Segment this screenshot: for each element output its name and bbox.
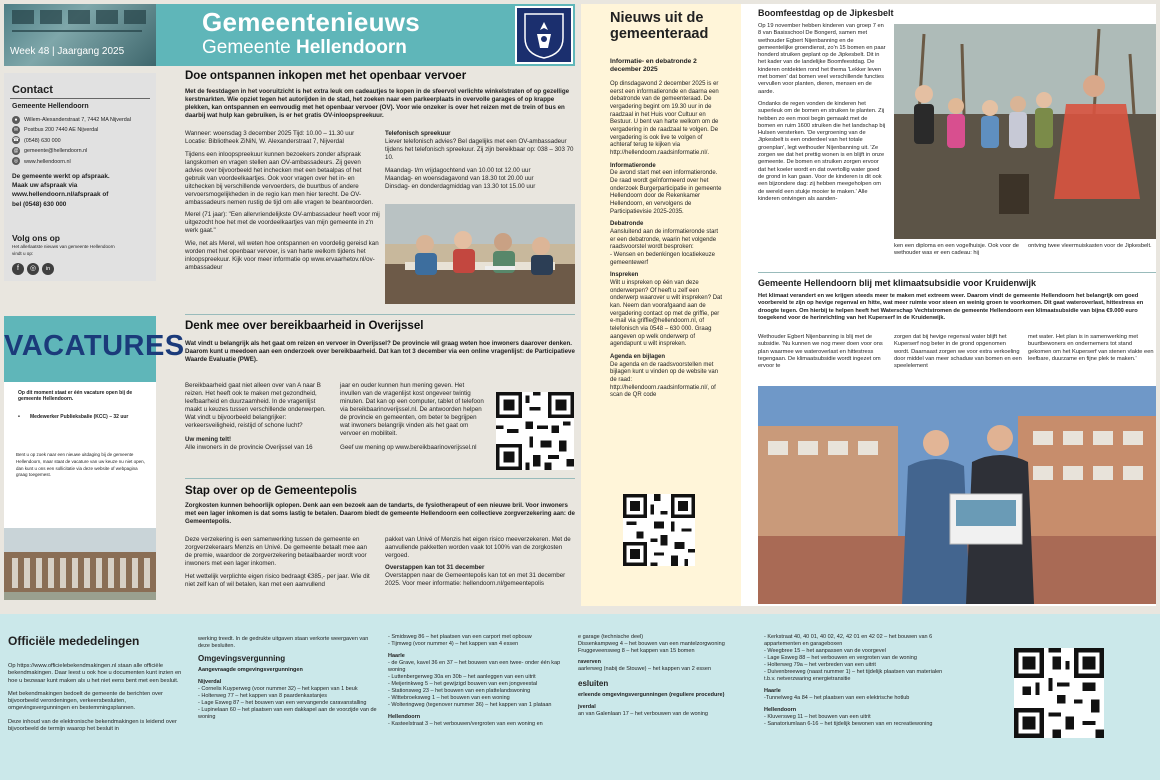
linkedin-icon[interactable]: in bbox=[42, 263, 54, 275]
newsletter-title: Gemeentenieuws bbox=[202, 7, 421, 37]
vacancies-heading: VACATURES bbox=[4, 316, 156, 382]
article-openbaar-vervoer-lead: Met de feestdagen in het vooruitzicht is het extra leuk om cadeautjes te kopen in de sfeervol verlichte winkelstraten of op gezellige kerstmarkten. Wie opziet tegen het autorijden in de stad, het zoeken naar een parkeerplaats in overvolle garages of op krappe plekken, kan ontspannen en eenvoudig met het openbaar vervoer (OV). Voor wie onzeker is over het reizen met de trein of bus en daarbij wat hulp kan gebruiken, is er het gratis OV-inloopspreekuur. bbox=[185, 88, 570, 119]
official-title: Officiële mededelingen bbox=[8, 634, 140, 648]
article-bereikbaarheid-title: Denk mee over bereikbaarheid in Overijssel bbox=[185, 320, 424, 332]
phone-icon: ☎ bbox=[12, 137, 20, 144]
facebook-icon[interactable]: f bbox=[12, 263, 24, 275]
council-body: Informatie- en debatronde 2 december 2025 Op dinsdagavond 2 december 2025 is er eerst een informatieronde en daarna een debatronde van de gemeenteraad. De vergadering begint om 19.30 uur in de raadzaal in het Huis voor Cultuur en Bestuur. U bent van harte welkom om de vergadering in de raadzaal te volgen. De vergadering is ook live te volgen of achteraf terug te kijken via http://hellendoorn.raadsinformatie.nl/. Informatieronde De avond start met een informatieronde. De raad wordt geïnformeerd over het onderzoek Burgerparticipatie in gemeente Hellendoorn door de Rekenkamer Hellendoorn, en vervolgens de Participatievisie 2025-2035. Debatronde Aansluitend aan de informatieronde start er een debatronde, waarin het volgende raadsvoorstel wordt besproken: - Wensen en bedenkingen locatiekeuze gemeentewerf Inspreken Wilt u inspreken op één van deze onderwerpen? Of heeft u zelf een onderwerp waarover u wilt inspreken? Dat kan. Neem dan voorafgaand aan de vergadering contact op met de griffie, per e-mail via griffie@hellendoorn.nl, of telefonisch via 0548 – 630 000. Graag aangeven op welk onderwerp of agendapunt u wilt inspreken. Agenda en bijlagen De agenda en de raadsvoorstellen met bijlagen kunt u vinden op de website van de raad: http://hellendoorn.raadsinformatie.nl/, of scan de QR code bbox=[610, 58, 723, 399]
climate-col1: Wethouder Egbert Nijenbanning is blij met de subsidie. 'Nu kunnen we nog meer doen voor ons plan waarmee we wateroverlast en hittestress tegengaan. De klimaatsubsidie wordt ingezet om ervoor te bbox=[758, 334, 883, 370]
follow-heading: Volg ons op bbox=[12, 233, 61, 243]
climate-col2: zorgen dat bij hevige regenval water blijft het Kuperserf nog beter in de grond opgenomen wordt. Daarnaast zorgen we voor extra verkoeling door middel van meer schaduw van bomen en een speelelement bbox=[894, 334, 1022, 370]
bullet-icon: • bbox=[18, 414, 20, 420]
issue-week: Week 48 | Jaargang 2025 bbox=[10, 46, 125, 57]
bereikbaarheid-qr-code[interactable] bbox=[496, 392, 574, 470]
follow-text: Het allerlaatste nieuws van gemeente Hellendoorn vindt u op: bbox=[12, 244, 115, 256]
newsletter-subtitle: Gemeente Hellendoorn bbox=[202, 37, 407, 58]
contact-heading: Contact bbox=[12, 84, 53, 96]
article-openbaar-vervoer-col2: Telefonisch spreekuur Liever telefonisch advies? Bel dagelijks met een OV-ambassadeur tijdens het telefonisch spreekuur. Zij zijn bereikbaar op: 038 – 303 70 10. Maandag- t/m vrijdagochtend van 10.00 tot 12.00 uur Maandag- en woensdagavond van 18.30 tot 20.00 uur Dinsdag- en donderdagmiddag van 13.30 tot 15.00 uur bbox=[385, 130, 574, 190]
tree-day-body: Op 19 november hebben kinderen van groep 7 en 8 van Basisschool De Bongerd, samen met wethouder Egbert Nijenbanning en de gemeentelijke groendienst, zo'n 15 bomen en paar honderd struiken geplant op de Jipkesbelt. Dit in het kader van de landelijke Boomfeestdag. De kinderen ontdekten rond het thema 'Lekker leven met bomen' dat bomen veel verschillende functies vervullen voor planten, dieren, mensen en de aarde. Ondanks de regen vonden de kinderen het superleuk om de bomen en struiken te planten. Zij hebben zo een mooi begin gemaakt met de bomen en ruim 1600 struiken die het landschap bij Hulsen versterken. 'De vergroening van de Jipkesbelt is een onderdeel van het totale groenplan', legt wethouder Nijenbanning uit. 'Ze zorgen we dat het prettig wonen is en blijft in onze gemeente. De bomen en struiken zorgen ervoor dat het koeler wordt en dat overtollig water goed de grond in kan gaan. Voor de kinderen is dit ook een bijzondere dag: zij hebben meegeholpen om de wereld een stukje mooier te maken.' Alle kinderen ontvingen als aanden- bbox=[758, 23, 886, 202]
email-icon: @ bbox=[13, 147, 19, 154]
article-gemeentepolis-lead: Zorgkosten kunnen behoorlijk oplopen. Denk aan een bezoek aan de tandarts, de fysiotherapeut of een nieuwe bril. Voor inwoners met een lager inkomen is dat soms lastig te betalen. Daarom biedt de gemeente Hellendoorn een collectieve zorgverzekering aan: de Gemeentepolis. bbox=[185, 502, 575, 525]
vacancy-item[interactable]: Medewerker Publieksbalie (KCC) – 32 uur bbox=[30, 414, 129, 420]
appointment-link[interactable]: www.hellendoorn.nl/afspraak of bbox=[12, 191, 109, 199]
bereikbaarheid-link[interactable]: Geef uw mening op www.bereikbaarinoverijssel.nl bbox=[340, 443, 477, 451]
official-col5: - Kerkstraat 40, 40 01, 40 02, 42, 42 01 en 42 02 – het bouwen van 6 appartementen en garageboxen - Weegbree 15 – het aanpassen van de voorgevel - Lage Esweg 88 – het verbouwen en vergroten van de woning - Holterweg 79a – het verbreden van een uitrit - Duivenbreeweg (naast nummer 1) – het tijdelijk plaatsen van materialen t.b.v. netverzwaring energietransitie Haarle -Tunnelweg 4a 84 – het plaatsen van een elektrische hotlub Hellendoorn - Kluversweg 11 – het bouwen van een uitrit - Sanatoriumlaan 6-16 – het tijdelijk bewonen van en recreatiewoning bbox=[764, 634, 943, 728]
climate-col3: met water. Het plan is in samenwerking met buurtbewoners en ondernemers tot stand gekomen om het Kuperserf van stenen vlakte een leefbare, duurzame en fijne plek te maken.' bbox=[1028, 334, 1154, 362]
contact-postbox: Postbus 200 7440 AE Nijverdal bbox=[24, 127, 99, 134]
article-bereikbaarheid-col2: jaar en ouder kunnen hun mening geven. Het invullen van de vragenlijst kost ongeveer twintig minuten. Dat kan op een computer, tablet of telefoon via bereikbaarinoverijssel.nl. De antwoorden helpen de provincie en gemeenten, om beter te begrijpen wat inwoners belangrijk vinden als het gaat om vervoer en mobiliteit. Geef uw mening op www.bereikbaarinoverijssel.nl bbox=[340, 382, 484, 451]
globe-icon: ◎ bbox=[13, 158, 19, 165]
building-photo bbox=[4, 528, 156, 600]
contact-org: Gemeente Hellendoorn bbox=[12, 103, 89, 110]
article-gemeentepolis-title: Stap over op de Gemeentepolis bbox=[185, 485, 357, 497]
tree-photo-caption-2: ontving twee vleermuiskasten voor de Jipkesbelt. bbox=[1028, 243, 1152, 249]
instagram-icon[interactable]: ◎ bbox=[27, 263, 39, 275]
article-gemeentepolis-col2: pakket van Univé of Menzis het eigen risico meeverzekeren. Met de aanvullende pakketten worden vaak tot 100% van de zorgkosten vergoed. Overstappen kan tot 31 december Overstappen naar de Gemeentepolis kan tot en met 31 december 2025. Voor meer informatie: hellendoorn.nl/gemeentepolis bbox=[385, 536, 571, 587]
mailbox-icon: ✉ bbox=[13, 126, 19, 133]
climate-title: Gemeente Hellendoorn blij met klimaatsubsidie voor Kruidenwijk bbox=[758, 278, 1037, 288]
social-links bbox=[12, 263, 57, 275]
official-col2: werking treedt. In de gedrukte uitgaven staan verkorte weergaven van deze besluiten. Omgevingsvergunning Aangevraagde omgevingsvergunningen Nijverdal - Cornelis Kuyperweg (voor nummer 32) – het kappen van 1 beuk - Holterweg 77 – het kappen van 8 paardenkastanjes - Lage Esweg 87 – het bouwen van een vervangende caravanstalling - Lupinelaan 60 – het plaatsen van een dakkapel aan de voorzijde van de woning bbox=[198, 636, 377, 721]
appointment-info: De gemeente werkt op afspraak. Maak uw afspraak via www.hellendoorn.nl/afspraak of bel (0548) 630 000 bbox=[12, 172, 154, 209]
article-bereikbaarheid-lead: Wat vindt u belangrijk als het gaat om reizen en vervoer in Overijssel? De provincie wil graag weten hoe inwoners daarover denken. Daarom kunt u meedoen aan een onderzoek over bereikbaarheid. Dat kan tot 3 december via een online vragenlijst: de Participatieve Waarde Evaluatie (PWE). bbox=[185, 340, 575, 363]
council-title: Nieuws uit de gemeenteraad bbox=[610, 10, 709, 43]
subsidy-handover-photo bbox=[758, 386, 1156, 604]
climate-lead: Het klimaat verandert en we krijgen steeds meer te maken met extreem weer. Daarom vindt de gemeente Hellendoorn het belangrijk om goed voorbereid te zijn op hevige regenval en hitte, wat meer ruimte voor steen en weinig groen te voorkomen. Dit gaat wateroverlast, hittestress en droogte tegen. Om hierbij te helpen heeft het Waterschap Vechtstromen de gemeente Hellendoorn een klimaatsubsidie van bijna €9.000 euro toegekend voor de herinrichting van het Kuperserf in de Kruidenwijk. bbox=[758, 293, 1144, 321]
official-col4: e garage (technische deel) Dissenkampweg 4 – het bouwen van een mantelzorgwoning Fruggeveensweg 8 – het kappen van 15 bomen raverven aarlerweg (nabij de Stouwe) – het kappen van 2 essen esluiten erleende omgevingsvergunningen (reguliere procedure) jverdal an van Galenlaan 17 – het verbouwen van de woning bbox=[578, 634, 725, 718]
municipality-crest-logo bbox=[515, 6, 573, 64]
official-qr-code[interactable] bbox=[1014, 648, 1104, 738]
article-gemeentepolis-col1: Deze verzekering is een samenwerking tussen de gemeente en zorgverzekeraars Menzis en Univé. De gemeente betaalt mee aan de premie, waardoor de zorgverzekering betaalbaarder wordt voor inwoners met een lager inkomen. Het wettelijk verplichte eigen risico bedraagt €385,- per jaar. Wie dit niet zelf kan of wil betalen, kan met een aanvullend bbox=[185, 536, 370, 588]
contact-website[interactable]: www.hellendoorn.nl bbox=[24, 158, 71, 165]
contact-email[interactable]: gemeente@hellendoorn.nl bbox=[24, 148, 88, 155]
tree-planting-photo bbox=[894, 24, 1156, 239]
vacancies-outro: Bent u op zoek naar een nieuwe uitdaging bij de gemeente Hellendoorn, maar staat de vacature van uw keuze nu niet open, dan kunt u ons een sollicitatie via deze website of webpagina graag toegemest. bbox=[16, 452, 145, 478]
official-intro: Op https://www.officielebekendmakingen.nl staan alle officiële bekendmakingen. Daar leest u ook hoe u documenten kunt inzien en hoe u bezwaar kunt maken als u het niet eens bent met een besluit. Met bekendmakingen bedoelt de gemeente de berichten over bijvoorbeeld verordeningen, verkeersbesluiten, omgevingsvergunningen en bestemmingsplannen. Deze inhoud van de elektronische bekendmakingen is leidend over bijvoorbeeld de termijn waarop het besluit in bbox=[8, 663, 182, 733]
location-icon: ● bbox=[12, 116, 20, 124]
contact-address: Willem-Alexanderstraat 7, 7442 MA Nijverdal bbox=[24, 117, 131, 123]
contact-phone: (0548) 630 000 bbox=[24, 137, 61, 144]
official-col3: - Smidsweg 86 – het plaatsen van een carport met opbouw - Tijmweg (voor nummer 4) – het kappen van 4 essen Haarle - de Grave, kavel 36 en 37 – het bouwen van een twee- onder één kap woning - Luttenbergerweg 30a en 30b – het aanleggen van een uitrit - Meijerinkweg 5 – het gewijzigd bouwen van een jongveestal - Stationsweg 23 – het bouwen van een plattelandswoning - Wittebroeksweg 1 – het bouwen van een woning - Wolteringweg (tegenover nummer 36) – het kappen van 1 plataan Hellendoorn - Kasteelstraat 3 – het verbouwen/vergroten van een woning en bbox=[388, 634, 561, 728]
council-qr-code[interactable] bbox=[623, 494, 695, 566]
vacancies-intro: Op dit moment staat er één vacature open bij de gemeente Hellendoorn. bbox=[18, 390, 133, 403]
article-openbaar-vervoer-col1: Wanneer: woensdag 3 december 2025 Tijd: 10.00 – 11.30 uur Locatie: Bibliotheek ZiNiN, W. Alexanderstraat 7, Nijverdal Tijdens een inloopspreekuur kunnen bezoekers zonder afspraak langskomen en vragen stellen aan OV-ambassadeurs. Zij geven advies over bijvoorbeeld het inchecken met een betaalpas of het gebruik van voordeelkaartjes. Ook voor vragen over het in- en uitchecken bij verschillende vervoerders, de buurtbus of andere vervoersmogelijkheden in de regio kan men hier terecht. De OV-ambassadeurs nemen rustig de tijd om alle vragen te beantwoorden. Merel (71 jaar): "Een allervriendelijkste OV-ambassadeur heeft voor mij uitgezocht hoe het met de voordeelkaartjes van mijn gemeente in z'n werk gaat." Wie, net als Merel, wil weten hoe ontspannen en voordelig gereisd kan worden met het openbaar vervoer, is van harte welkom tijdens het inloopspreekuur. Kijk voor meer informatie op www.ervaarhetov.nl/ov-ambassadeur bbox=[185, 130, 380, 272]
tree-photo-caption-1: ken een diploma en een vogelhuisje. Ook voor de wethouder was er een cadeau: hij bbox=[894, 243, 1019, 257]
ov-ambassadeurs-photo bbox=[385, 204, 575, 304]
article-bereikbaarheid-col1: Bereikbaarheid gaat niet alleen over van A naar B reizen. Het heeft ook te maken met gezondheid, leefbaarheid en duurzaamheid. In de vragenlijst maakt u keuzes tussen verschillende onderwerpen. Wat vindt u bijvoorbeeld belangrijker: verkeersveiligheid, reistijd of schone lucht? Uw mening telt! Alle inwoners in de provincie Overijssel van 16 bbox=[185, 382, 326, 451]
tree-day-title: Boomfeestdag op de Jipkesbelt bbox=[758, 8, 894, 18]
article-openbaar-vervoer-title: Doe ontspannen inkopen met het openbaar vervoer bbox=[185, 70, 467, 82]
contact-lines bbox=[12, 115, 154, 167]
